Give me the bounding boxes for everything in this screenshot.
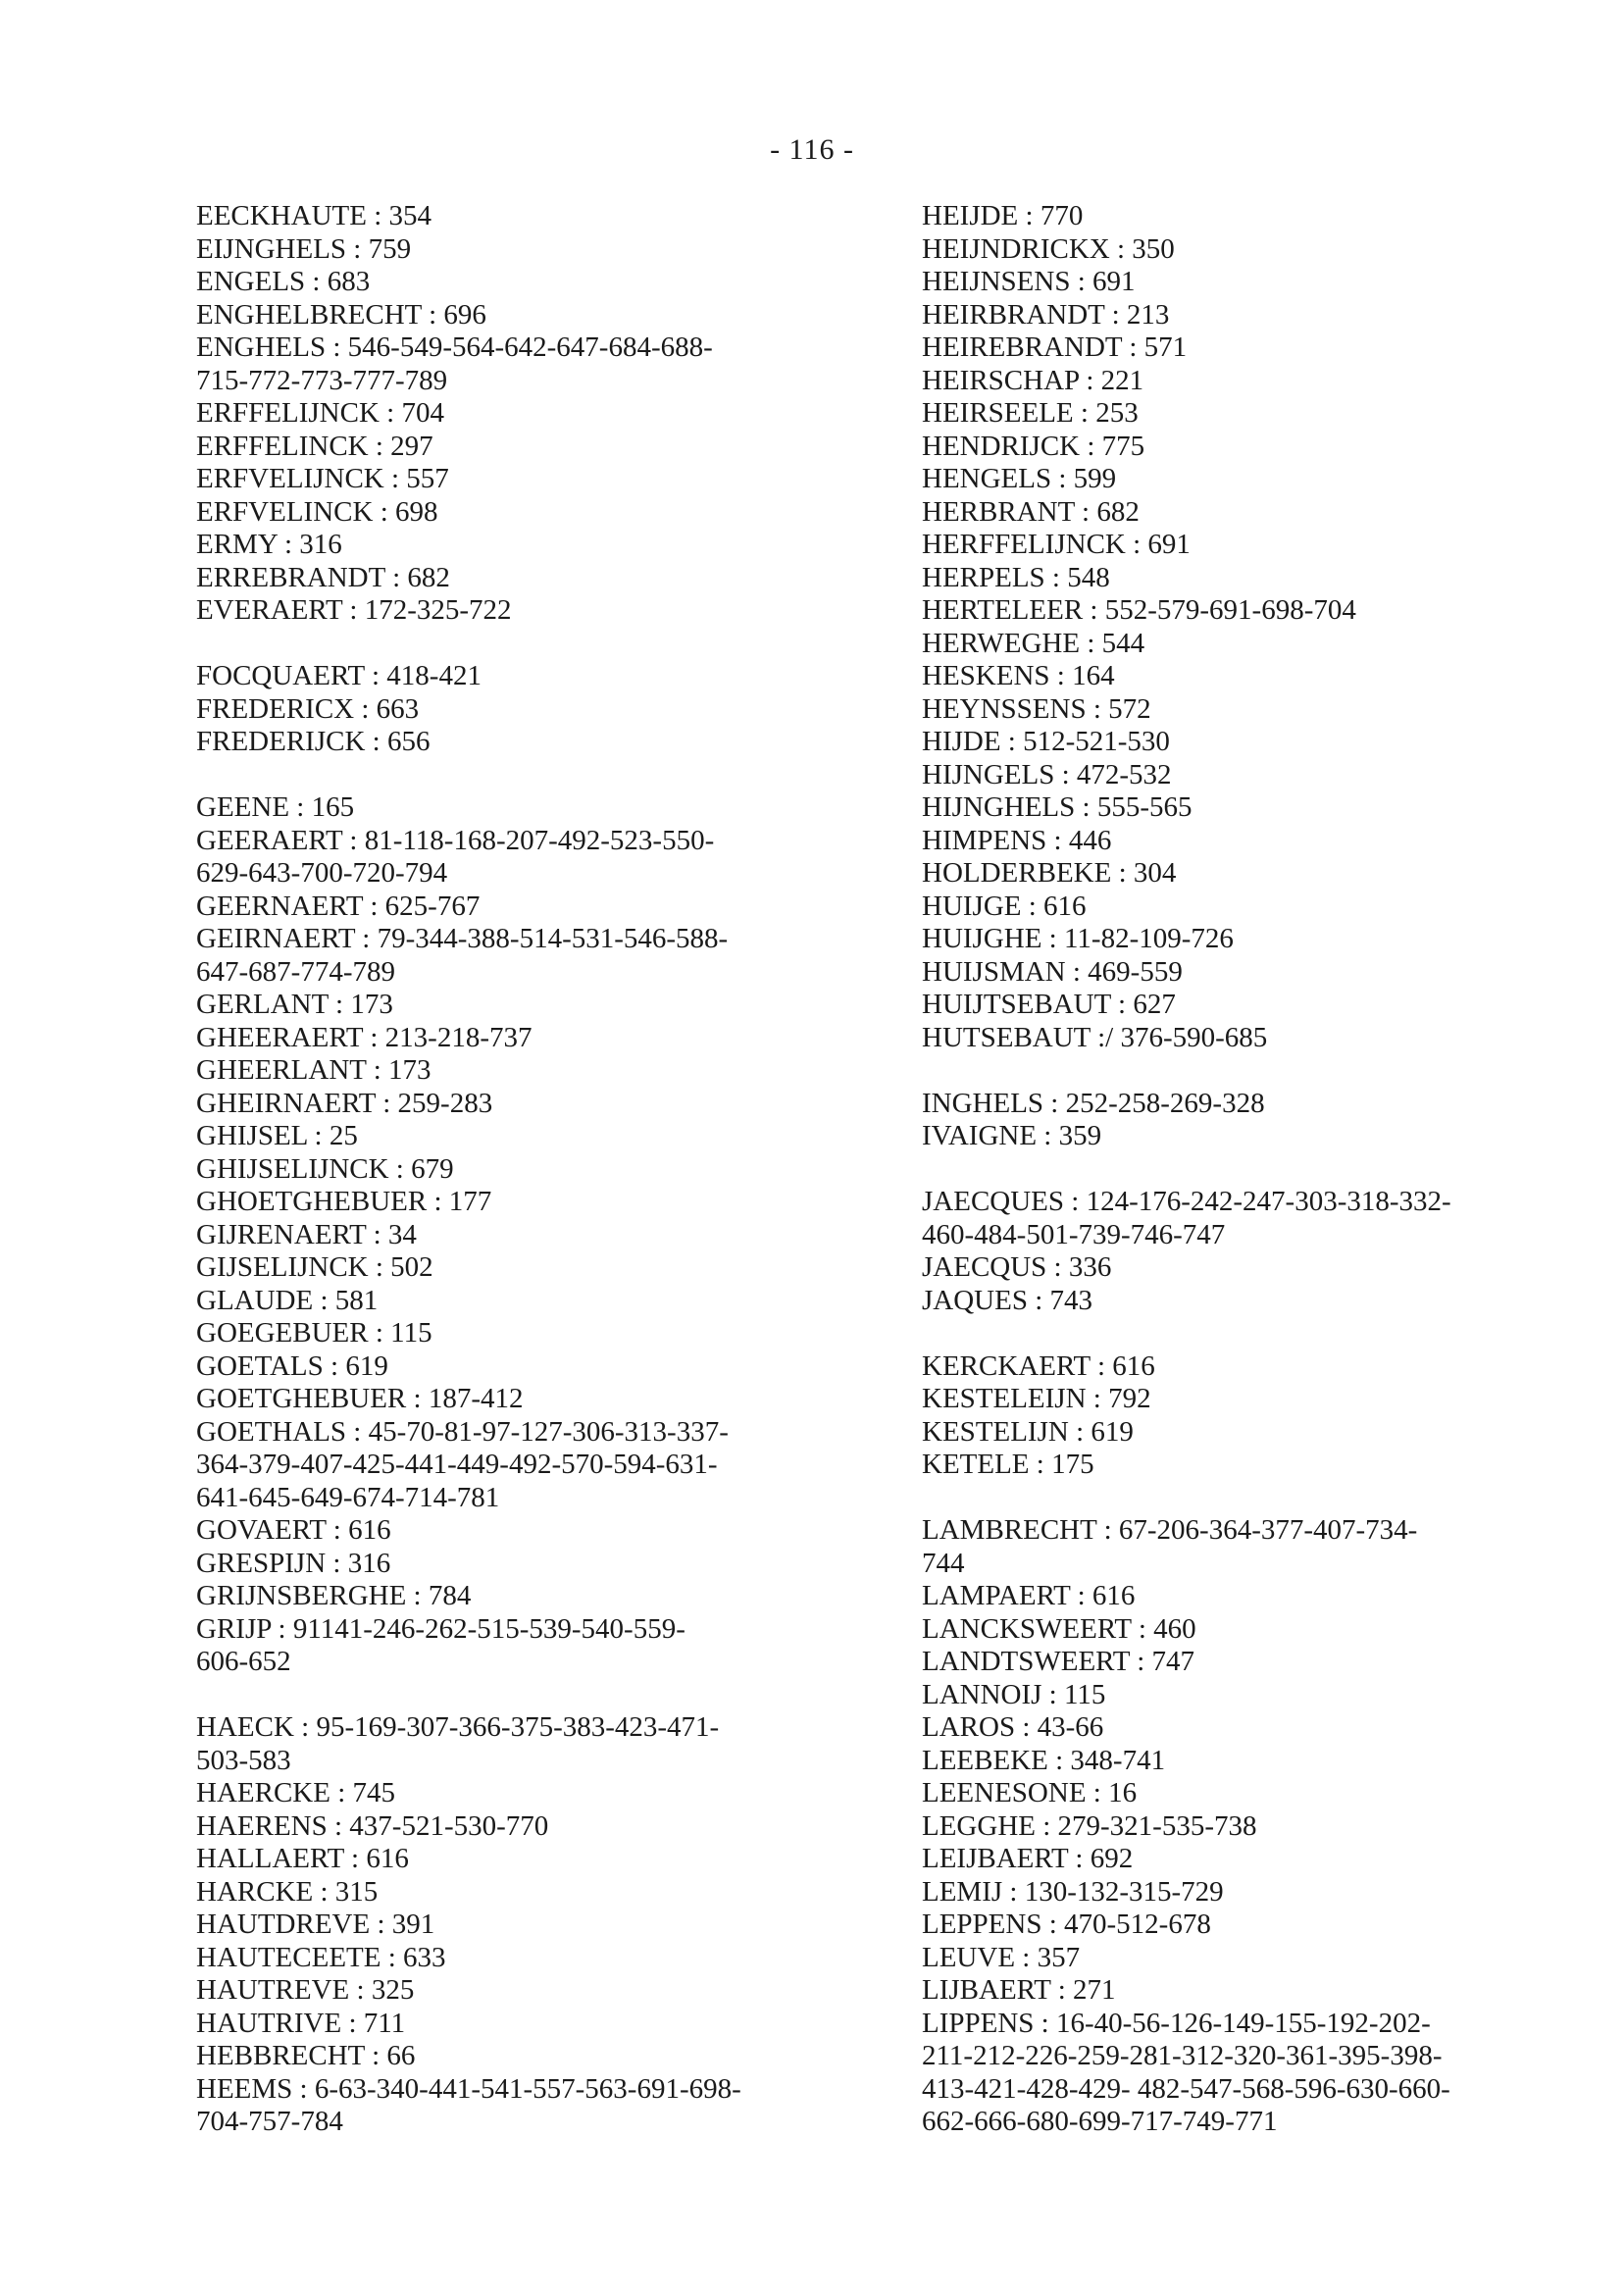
index-entry: ENGHELBRECHT : 696 bbox=[196, 298, 486, 331]
index-entry: HEIRSCHAP : 221 bbox=[922, 364, 1144, 396]
index-entry: ERFVELIJNCK : 557 bbox=[196, 463, 449, 494]
index-entry: HAERCKE : 745 bbox=[196, 1777, 395, 1808]
page-number: - 116 - bbox=[770, 133, 854, 166]
index-entry: LEIJBAERT : 692 bbox=[922, 1843, 1134, 1874]
index-entry: HUIJTSEBAUT : 627 bbox=[922, 989, 1176, 1020]
index-entry: GHOETGHEBUER : 177 bbox=[196, 1186, 492, 1217]
index-entry: JAECQUES : 124-176-242-247-303-318-332- bbox=[922, 1186, 1451, 1217]
index-entry: HIJDE : 512-521-530 bbox=[922, 726, 1170, 757]
index-entry: 364-379-407-425-441-449-492-570-594-631- bbox=[196, 1449, 718, 1480]
section-gap bbox=[196, 628, 902, 661]
index-entry: KESTELIJN : 619 bbox=[922, 1415, 1134, 1448]
section-gap bbox=[922, 1317, 1624, 1350]
index-entry: HESKENS : 164 bbox=[922, 660, 1115, 691]
index-entry: HERWEGHE : 544 bbox=[922, 627, 1145, 659]
index-entry: LAMPAERT : 616 bbox=[922, 1580, 1136, 1611]
section-gap bbox=[196, 1679, 902, 1712]
index-entry: 413-421-428-429- 482-547-568-596-630-660- bbox=[922, 2072, 1450, 2105]
index-entry: HEIJNDRICKX : 350 bbox=[922, 232, 1175, 265]
index-entry: LANNOIJ : 115 bbox=[922, 1678, 1106, 1710]
index-entry: 606-652 bbox=[196, 1646, 291, 1677]
index-entry: HEIRBRANDT : 213 bbox=[922, 298, 1170, 331]
index-entry: EIJNGHELS : 759 bbox=[196, 232, 412, 265]
index-entry: LAMBRECHT : 67-206-364-377-407-734- bbox=[922, 1514, 1418, 1546]
index-entry: HENDRIJCK : 775 bbox=[922, 430, 1145, 462]
index-entry: HUIJGE : 616 bbox=[922, 890, 1087, 922]
index-entry: HUIJSMAN : 469-559 bbox=[922, 955, 1183, 988]
index-entry: GEIRNAERT : 79-344-388-514-531-546-588- bbox=[196, 923, 729, 954]
index-entry: GHEERAERT : 213-218-737 bbox=[196, 1021, 533, 1053]
section-gap bbox=[922, 1153, 1624, 1187]
index-entry: GERLANT : 173 bbox=[196, 989, 393, 1020]
index-entry: GHIJSELIJNCK : 679 bbox=[196, 1152, 454, 1185]
index-entry: HAUTREVE : 325 bbox=[196, 1974, 415, 2006]
index-entry: HERTELEER : 552-579-691-698-704 bbox=[922, 594, 1356, 626]
index-entry: EVERAERT : 172-325-722 bbox=[196, 594, 512, 626]
index-entry: HAERENS : 437-521-530-770 bbox=[196, 1809, 549, 1842]
section-gap bbox=[196, 759, 902, 792]
index-entry: HEIREBRANDT : 571 bbox=[922, 331, 1188, 363]
index-entry: KESTELEIJN : 792 bbox=[922, 1383, 1151, 1414]
index-entry: FREDERIJCK : 656 bbox=[196, 726, 431, 757]
index-entry: LEGGHE : 279-321-535-738 bbox=[922, 1809, 1257, 1842]
index-entry: GOEGEBUER : 115 bbox=[196, 1317, 432, 1349]
index-entry: ERFVELINCK : 698 bbox=[196, 495, 438, 528]
index-entry: GEERNAERT : 625-767 bbox=[196, 890, 481, 922]
index-entry: HEYNSSENS : 572 bbox=[922, 692, 1151, 725]
index-entry: LAROS : 43-66 bbox=[922, 1711, 1104, 1743]
index-entry: HEBBRECHT : 66 bbox=[196, 2040, 416, 2071]
index-entry: KETELE : 175 bbox=[922, 1449, 1094, 1480]
index-entry: ERREBRANDT : 682 bbox=[196, 561, 450, 593]
index-entry: GHIJSEL : 25 bbox=[196, 1120, 358, 1151]
index-entry: 647-687-774-789 bbox=[196, 955, 395, 988]
index-entry: HENGELS : 599 bbox=[922, 463, 1117, 494]
index-entry: HALLAERT : 616 bbox=[196, 1843, 409, 1874]
index-entry: ERFFELINCK : 297 bbox=[196, 430, 433, 462]
index-entry: 744 bbox=[922, 1547, 965, 1579]
index-entry: EECKHAUTE : 354 bbox=[196, 200, 432, 231]
index-entry: ENGELS : 683 bbox=[196, 266, 371, 297]
index-entry: GOETGHEBUER : 187-412 bbox=[196, 1383, 524, 1414]
index-entry: ERFFELIJNCK : 704 bbox=[196, 397, 444, 429]
section-gap bbox=[922, 1482, 1624, 1515]
index-entry: HEIJDE : 770 bbox=[922, 200, 1084, 231]
index-entry: INGHELS : 252-258-269-328 bbox=[922, 1087, 1265, 1119]
index-entry: LEUVE : 357 bbox=[922, 1941, 1081, 1973]
index-entry: KERCKAERT : 616 bbox=[922, 1349, 1155, 1382]
index-entry: HOLDERBEKE : 304 bbox=[922, 857, 1177, 889]
index-entry: JAQUES : 743 bbox=[922, 1284, 1093, 1316]
index-entry: HUIJGHE : 11-82-109-726 bbox=[922, 923, 1234, 954]
index-entry: HEIJNSENS : 691 bbox=[922, 266, 1136, 297]
index-entry: ERMY : 316 bbox=[196, 529, 342, 560]
index-entry: 715-772-773-777-789 bbox=[196, 364, 448, 396]
index-entry: IVAIGNE : 359 bbox=[922, 1120, 1102, 1151]
index-entry: GLAUDE : 581 bbox=[196, 1284, 379, 1316]
index-entry: GOVAERT : 616 bbox=[196, 1514, 391, 1546]
index-entry: LEPPENS : 470-512-678 bbox=[922, 1909, 1211, 1940]
index-entry: LANCKSWEERT : 460 bbox=[922, 1612, 1196, 1645]
index-entry: LANDTSWEERT : 747 bbox=[922, 1646, 1195, 1677]
index-entry: GIJSELIJNCK : 502 bbox=[196, 1251, 433, 1283]
index-entry: GEERAERT : 81-118-168-207-492-523-550- bbox=[196, 824, 715, 856]
index-entry: GHEIRNAERT : 259-283 bbox=[196, 1087, 493, 1119]
index-entry: HIJNGELS : 472-532 bbox=[922, 758, 1172, 790]
index-entry: HUTSEBAUT :/ 376-590-685 bbox=[922, 1021, 1268, 1053]
index-entry: HEEMS : 6-63-340-441-541-557-563-691-698- bbox=[196, 2072, 741, 2105]
index-entry: GOETALS : 619 bbox=[196, 1349, 388, 1382]
index-entry: GRIJNSBERGHE : 784 bbox=[196, 1580, 472, 1611]
section-gap bbox=[922, 1054, 1624, 1088]
index-entry: 211-212-226-259-281-312-320-361-395-398- bbox=[922, 2040, 1443, 2071]
index-column-left bbox=[196, 200, 902, 2139]
index-entry: GOETHALS : 45-70-81-97-127-306-313-337- bbox=[196, 1415, 729, 1448]
index-entry: GRIJP : 91141-246-262-515-539-540-559- bbox=[196, 1612, 685, 1645]
index-entry: 704-757-784 bbox=[196, 2106, 343, 2137]
index-entry: HAUTRIVE : 711 bbox=[196, 2007, 406, 2039]
index-entry: FOCQUAERT : 418-421 bbox=[196, 660, 482, 691]
index-entry: LIPPENS : 16-40-56-126-149-155-192-202- bbox=[922, 2007, 1431, 2039]
index-entry: JAECQUS : 336 bbox=[922, 1251, 1112, 1283]
index-entry: 460-484-501-739-746-747 bbox=[922, 1218, 1226, 1250]
index-entry: HIMPENS : 446 bbox=[922, 824, 1112, 856]
index-entry: GIJRENAERT : 34 bbox=[196, 1218, 417, 1250]
index-entry: ENGHELS : 546-549-564-642-647-684-688- bbox=[196, 331, 713, 363]
index-entry: HARCKE : 315 bbox=[196, 1875, 379, 1908]
index-entry: GEENE : 165 bbox=[196, 791, 355, 823]
index-entry: 503-583 bbox=[196, 1744, 291, 1776]
index-entry: HEIRSEELE : 253 bbox=[922, 397, 1139, 429]
index-entry: LIJBAERT : 271 bbox=[922, 1974, 1116, 2006]
index-entry: 662-666-680-699-717-749-771 bbox=[922, 2106, 1278, 2137]
index-entry: HERPELS : 548 bbox=[922, 561, 1110, 593]
index-entry: GHEERLANT : 173 bbox=[196, 1054, 431, 1086]
index-entry: HERFFELIJNCK : 691 bbox=[922, 529, 1191, 560]
index-entry: FREDERICX : 663 bbox=[196, 692, 420, 725]
index-entry: 641-645-649-674-714-781 bbox=[196, 1481, 500, 1513]
index-entry: LEENESONE : 16 bbox=[922, 1777, 1138, 1808]
index-entry: HAUTECEETE : 633 bbox=[196, 1941, 446, 1973]
index-entry: HERBRANT : 682 bbox=[922, 495, 1140, 528]
index-entry: LEEBEKE : 348-741 bbox=[922, 1744, 1166, 1776]
index-entry: LEMIJ : 130-132-315-729 bbox=[922, 1875, 1224, 1908]
index-entry: GRESPIJN : 316 bbox=[196, 1547, 391, 1579]
index-entry: HAUTDREVE : 391 bbox=[196, 1909, 435, 1940]
index-column-right bbox=[922, 200, 1624, 2139]
index-entry: HAECK : 95-169-307-366-375-383-423-471- bbox=[196, 1711, 720, 1743]
index-entry: HIJNGHELS : 555-565 bbox=[922, 791, 1193, 823]
index-entry: 629-643-700-720-794 bbox=[196, 857, 448, 889]
